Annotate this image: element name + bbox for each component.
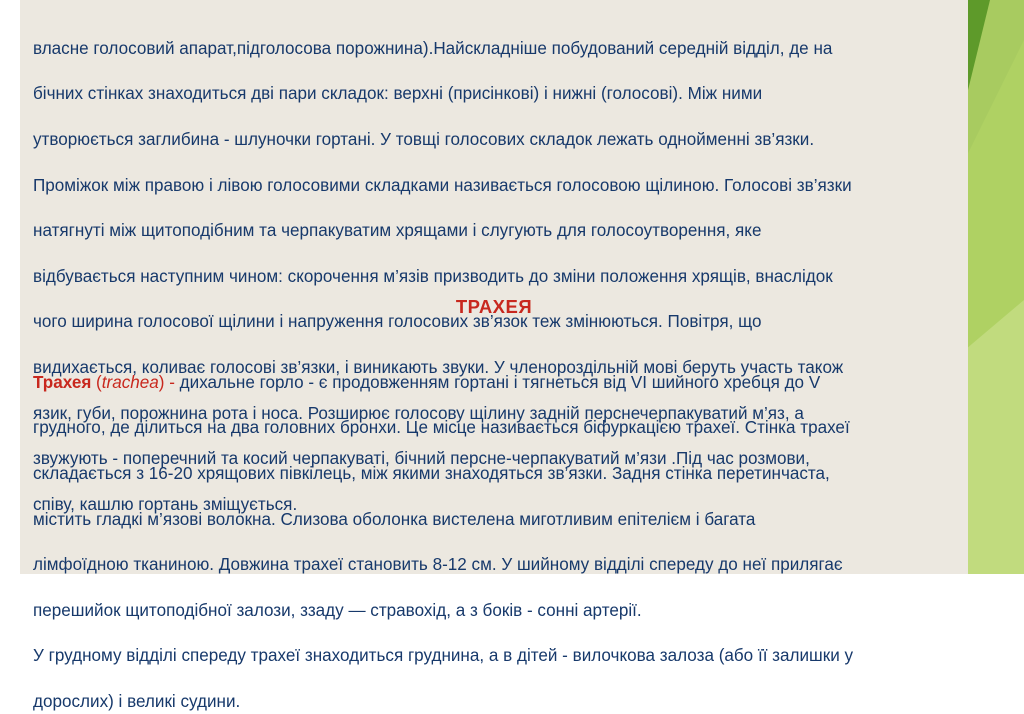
- text-line: У грудному відділі спереду трахеї знаходиться груднина, а в дітей - вилочкова залоза (або її залишки у: [33, 646, 854, 666]
- open-paren: (: [91, 372, 102, 392]
- text-line: дихальне горло - є продовженням гортані і тягнеться від VI шийного хребця до V: [174, 372, 821, 392]
- text-line: Проміжок між правою і лівою голосовими складками називається голосовою щілиною. Голосові зв’язки: [33, 175, 852, 195]
- term-latin: trachea: [101, 372, 159, 392]
- paragraph-trachea: [33, 349, 963, 714]
- text-line: співу, кашлю гортань зміщується.: [33, 494, 298, 514]
- text-line: грудного, де ділиться на два головних бронхи. Це місце називається біфуркацією трахеї. Стінка трахеї: [33, 418, 850, 438]
- text-panel: [20, 0, 968, 711]
- text-line: складається з 16-20 хрящових півкілець, між якими знаходяться зв’язки. Задня стінка перетинчаста,: [33, 463, 830, 483]
- text-line: лімфоїдною тканиною. Довжина трахеї становить 8-12 см. У шийному відділі спереду до неї прилягає: [33, 555, 843, 575]
- term-trachea: Трахея: [33, 372, 92, 392]
- text-line: звужують - поперечний та косий черпакуваті, бічний персне-черпакуватий м’язи .Під час розмови,: [33, 449, 810, 469]
- text-line: утворюється заглибина - шлуночки гортані. У товщі голосових складок лежать однойменні зв’язки.: [33, 129, 815, 149]
- text-line: язик, губи, порожнина рота і носа. Розширює голосову щілину задній перснечерпакуватий м’яз, а: [33, 403, 804, 423]
- section-heading: ТРАХЕЯ: [455, 296, 533, 317]
- text-line: натягнуті між щитоподібним та черпакуватим хрящами і слугують для голосоутворення, яке: [33, 221, 762, 241]
- text-line: дорослих) і великі судини.: [33, 691, 241, 711]
- text-line: перешийок щитоподібної залози, ззаду — стравохід, а з боків - сонні артерії.: [33, 600, 642, 620]
- text-line: бічних стінках знаходиться дві пари складок: верхні (присінкові) і нижні (голосові). Між ними: [33, 84, 763, 104]
- text-line: відбувається наступним чином: скорочення м’язів призводить до зміни положення хрящів, внаслідок: [33, 266, 833, 286]
- text-line: видихається, коливає голосові зв’язки, і виникають звуки. У членороздільній мові беруть участь також: [33, 357, 844, 377]
- text-line: чого ширина голосової щілини і напруження голосових зв’язок теж змінюються. Повітря, що: [33, 312, 762, 332]
- text-line: власне голосовий апарат,підголосова порожнина).Найскладніше побудований середній відділ, де на: [33, 38, 833, 58]
- text-line: містить гладкі м’язові волокна. Слизова оболонка вистелена миготливим епітелієм і багата: [33, 509, 756, 529]
- close-dash: ) -: [158, 372, 175, 392]
